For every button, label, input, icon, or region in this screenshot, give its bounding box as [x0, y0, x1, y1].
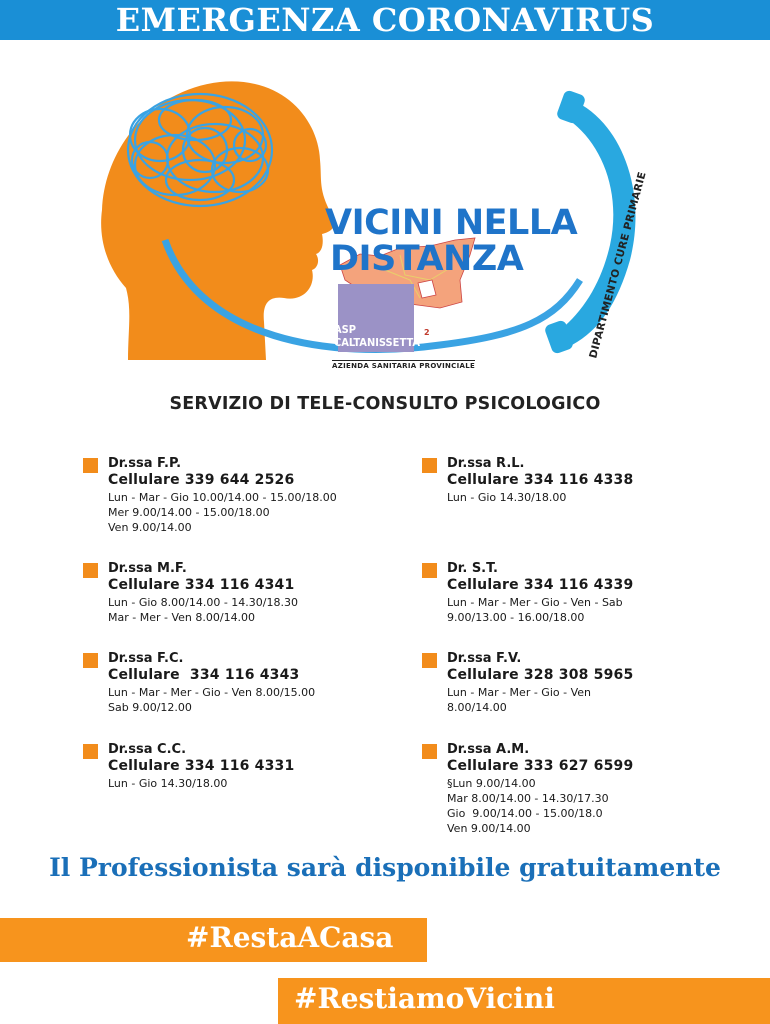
hero-title-line2: DISTANZA	[330, 239, 524, 279]
asp-line2: CALTANISSETTA	[334, 336, 421, 349]
bullet-square-icon	[83, 744, 98, 759]
doctor-name: Dr.ssa R.L.	[447, 456, 525, 471]
doctor-phone[interactable]: Cellulare 328 308 5965	[447, 667, 634, 683]
doctor-phone[interactable]: Cellulare 334 116 4331	[108, 758, 295, 774]
doctor-hours: Ven 9.00/14.00	[108, 521, 192, 534]
doctor-phone[interactable]: Cellulare 333 627 6599	[447, 758, 634, 774]
department-text: DIPARTIMENTO CURE PRIMARIE	[587, 170, 649, 360]
bullet-square-icon	[83, 653, 98, 668]
bullet-square-icon	[422, 653, 437, 668]
availability-text: Il Professionista sarà disponibile gratuitamente	[49, 853, 721, 882]
hashtag-restiamo-vicini: #RestiamoVicini	[294, 982, 555, 1015]
doctor-name: Dr.ssa A.M.	[447, 742, 530, 757]
doctor-hours: Lun - Mar - Mer - Gio - Ven - Sab	[447, 596, 623, 609]
header-title: EMERGENZA CORONAVIRUS	[115, 1, 655, 39]
doctor-name: Dr.ssa M.F.	[108, 561, 187, 576]
doctor-hours: 9.00/13.00 - 16.00/18.00	[447, 611, 585, 624]
doctor-hours: Ven 9.00/14.00	[447, 822, 531, 835]
doctor-hours: Lun - Mar - Mer - Gio - Ven 8.00/15.00	[108, 686, 316, 699]
doctor-hours: §Lun 9.00/14.00	[447, 777, 536, 790]
doctor-hours: Lun - Gio 8.00/14.00 - 14.30/18.30	[108, 596, 298, 609]
header-banner	[0, 0, 770, 40]
doctor-phone[interactable]: Cellulare 334 116 4338	[447, 472, 634, 488]
doctor-hours: Mer 9.00/14.00 - 15.00/18.00	[108, 506, 270, 519]
hashtag-banner-1	[0, 918, 427, 962]
doctor-phone[interactable]: Cellulare 334 116 4339	[447, 577, 634, 593]
doctor-hours: Sab 9.00/12.00	[108, 701, 192, 714]
hashtag-banner-2	[278, 978, 770, 1024]
hero-title-line1: VICINI NELLA	[325, 203, 578, 243]
doctor-hours: Gio 9.00/14.00 - 15.00/18.0	[447, 807, 603, 820]
doctor-name: Dr.ssa C.C.	[108, 742, 187, 757]
doctor-hours: 8.00/14.00	[447, 701, 507, 714]
department-label	[587, 160, 649, 370]
service-title: SERVIZIO DI TELE-CONSULTO PSICOLOGICO	[169, 394, 601, 414]
hero-title	[325, 205, 577, 277]
hero-illustration	[0, 40, 770, 385]
asp-subtitle: AZIENDA SANITARIA PROVINCIALE	[332, 362, 476, 370]
bullet-square-icon	[83, 563, 98, 578]
doctor-name: Dr.ssa F.V.	[447, 651, 522, 666]
doctor-hours: Lun - Gio 14.30/18.00	[447, 491, 567, 504]
bullet-square-icon	[422, 563, 437, 578]
asp-line1: ASP	[334, 323, 357, 336]
doctor-phone[interactable]: Cellulare 339 644 2526	[108, 472, 295, 488]
doctor-hours: Lun - Gio 14.30/18.00	[108, 777, 228, 790]
doctor-name: Dr.ssa F.C.	[108, 651, 184, 666]
doctor-phone[interactable]: Cellulare 334 116 4341	[108, 577, 295, 593]
asp-badge: 2	[424, 328, 430, 337]
doctor-hours: Mar 8.00/14.00 - 14.30/17.30	[447, 792, 609, 805]
asp-logo-text	[332, 323, 420, 349]
doctor-phone[interactable]: Cellulare 334 116 4343	[108, 667, 300, 683]
doctor-name: Dr.ssa F.P.	[108, 456, 182, 471]
hashtag-resta-a-casa: #RestaACasa	[186, 921, 394, 954]
doctor-hours: Lun - Mar - Gio 10.00/14.00 - 15.00/18.00	[108, 491, 337, 504]
asp-logo	[332, 284, 475, 374]
bullet-square-icon	[422, 458, 437, 473]
doctor-name: Dr. S.T.	[447, 561, 498, 576]
bullet-square-icon	[422, 744, 437, 759]
doctor-hours: Mar - Mer - Ven 8.00/14.00	[108, 611, 256, 624]
doctor-hours: Lun - Mar - Mer - Gio - Ven	[447, 686, 591, 699]
bullet-square-icon	[83, 458, 98, 473]
